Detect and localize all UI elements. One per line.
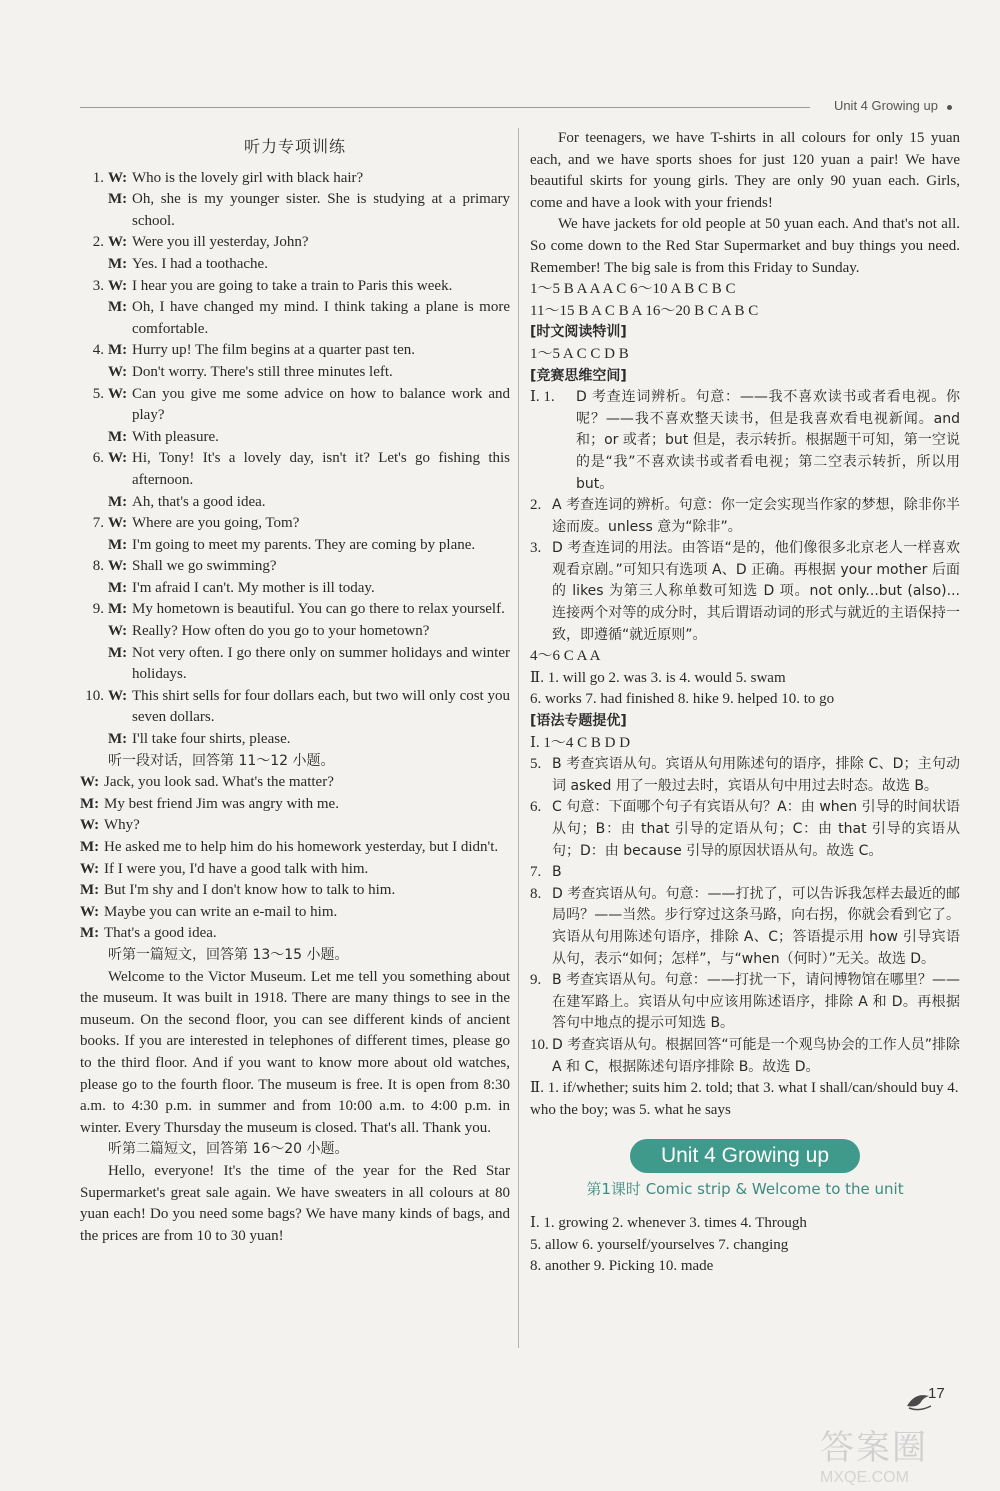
dialogue-text: Ah, that's a good idea. [132, 493, 266, 510]
dialogue-line [80, 232, 510, 254]
speaker-label: W: [108, 687, 128, 704]
item-number: 8. [92, 558, 104, 575]
speaker-label: W: [108, 169, 128, 186]
section-heading: [时文阅读特训] [530, 324, 627, 341]
explanation-text: B 考查宾语从句。宾语从句用陈述句的语序，排除 C、D；主句动词 asked 用了一般过去时，宾语从句中用过去时态。故选 B。 [552, 756, 960, 794]
answer-explanation [530, 538, 960, 646]
speaker-label: M: [108, 342, 128, 359]
answer-line: Ⅰ. 1～4 C B D D [530, 734, 631, 751]
speaker-label: M: [108, 601, 128, 618]
speaker-label: W: [80, 817, 100, 834]
passage: We have jackets for old people at 50 yuan each. And that's not all. So come down to the Red Star Supermarket and buy things you need. Remember! The big sale is from this Friday to Sunday. [530, 216, 960, 276]
dialogue-text: Don't worry. There's still three minutes left. [132, 363, 393, 380]
dialogue-line [80, 772, 510, 794]
instruction: 听一段对话，回答第 11～12 小题。 [108, 752, 335, 769]
dialogue-line [80, 297, 510, 340]
dialogue-text: Maybe you can write an e-mail to him. [104, 903, 338, 920]
answer-explanation [530, 1035, 960, 1078]
dialogue-line [80, 427, 510, 449]
dialogue-line [80, 880, 510, 902]
item-number: 8. [530, 885, 542, 902]
dialogue-line [80, 578, 510, 600]
speaker-label: M: [80, 795, 100, 812]
explanation-text: D 考查宾语从句。句意：——打扰了，可以告诉我怎样去最近的邮局吗？——当然。步行穿过这条马路，向右拐，你就会看到它了。宾语从句用陈述句语序，排除 A、C；答语提示用 how 引导宾语从句，表示“如何；怎样”，与“when（何时）”无关。故选 D。 [552, 885, 960, 967]
dialogue-line [80, 686, 510, 729]
item-number: 4. [92, 342, 104, 359]
header-bullet-icon [947, 105, 952, 110]
explanation-text: A 考查连词的辨析。句意：你一定会实现当作家的梦想，除非你半途而废。unless 意为“除非”。 [552, 497, 960, 535]
watermark [820, 1420, 928, 1487]
speaker-label: W: [108, 558, 128, 575]
item-number: 5. [530, 756, 542, 773]
dialogue-line [80, 729, 510, 751]
dialogue-line [80, 276, 510, 298]
header-unit-title: Unit 4 Growing up [833, 98, 938, 113]
speaker-label: W: [108, 515, 128, 532]
dialogue-text: Really? How often do you go to your hometown? [132, 623, 430, 640]
item-number: 7. [92, 515, 104, 532]
speaker-label: M: [108, 536, 128, 553]
item-number: 6. [530, 799, 542, 816]
speaker-label: W: [80, 860, 100, 877]
item-number: 1. [92, 169, 104, 186]
header-rule [80, 107, 810, 108]
dialogue-text: Oh, I have changed my mind. I think taking a plane is more comfortable. [132, 299, 510, 337]
watermark-logo: 答案圈 [820, 1428, 928, 1468]
dialogue-text: Where are you going, Tom? [132, 515, 300, 532]
speaker-label: M: [108, 731, 128, 748]
dialogue-text: Not very often. I go there only on summer holidays and winter holidays. [132, 644, 510, 683]
item-number: 10. [85, 687, 104, 704]
answer-explanation [530, 862, 960, 884]
item-number: 3. [530, 540, 542, 557]
answer-explanation [530, 754, 960, 797]
dialogue-line [80, 513, 510, 535]
explanation-text: D 考查宾语从句。根据回答“可能是一个观鸟协会的工作人员”排除 A 和 C，根据陈述句语序排除 B。故选 D。 [552, 1036, 960, 1075]
dialogue-text: Why? [104, 817, 140, 834]
answer-line: 11～15 B A C B A 16～20 B C A B C [530, 302, 759, 319]
dialogue-line [80, 168, 510, 190]
dialogue-text: Hi, Tony! It's a lovely day, isn't it? Let's go fishing this afternoon. [132, 450, 510, 488]
dialogue-line [80, 556, 510, 578]
speaker-label: M: [80, 925, 100, 942]
explanation-text: B [552, 864, 562, 881]
item-number: 3. [92, 277, 104, 294]
dialogue-text: That's a good idea. [104, 925, 217, 942]
explanation-text: B 考查宾语从句。句意：——打扰一下，请问博物馆在哪里？——在建军路上。宾语从句中应该用陈述语序，排除 A 和 D。再根据答句中地点的提示可知选 B。 [552, 972, 960, 1032]
left-column [80, 128, 510, 1247]
dialogue-line [80, 254, 510, 276]
instruction: 听第一篇短文，回答第 13～15 小题。 [108, 946, 349, 963]
dialogue-line [80, 189, 510, 232]
passage: For teenagers, we have T-shirts in all colours for only 15 yuan each, and we have sports shoes for just 120 yuan a pair! We have beautiful skirts for young girls. They are only 90 yuan each. Girls, come and have a look with your friends! [530, 130, 960, 211]
explanation-list [530, 387, 960, 646]
dialogue-text: With pleasure. [132, 428, 219, 445]
dialogue-line [80, 340, 510, 362]
speaker-label: W: [80, 774, 100, 791]
answer-line: Ⅱ. 1. if/whether; suits him 2. told; that 3. what I shall/can/should buy 4. who the boy; was 5. what he says [530, 1080, 959, 1118]
instruction: 听第二篇短文，回答第 16～20 小题。 [108, 1141, 349, 1158]
answer-line: 4～6 C A A [530, 648, 601, 665]
answer-explanation [530, 884, 960, 970]
item-number: 7. [530, 864, 542, 881]
answer-explanation [530, 495, 960, 538]
dialogue-text: I'm going to meet my parents. They are coming by plane. [132, 536, 476, 553]
dialogue-line [80, 923, 510, 945]
answer-line: Ⅱ. 1. will go 2. was 3. is 4. would 5. swam [530, 669, 786, 686]
speaker-label: W: [108, 450, 128, 467]
explanation-text: C 句意：下面哪个句子有宾语从句？A：由 when 引导的时间状语从句；B：由 that 引导的定语从句；C：由 that 引导的宾语从句；D：由 because 引导的原因状语从句。故选 C。 [552, 799, 960, 859]
section-title: 听力专项训练 [243, 137, 346, 156]
dialogue-line [80, 621, 510, 643]
dialogue-text: He asked me to help him do his homework yesterday, but I didn't. [104, 839, 499, 855]
item-number: 6. [92, 450, 104, 467]
dialogue-text: But I'm shy and I don't know how to talk to him. [104, 882, 396, 899]
explanation-list [530, 754, 960, 1078]
speaker-label: M: [80, 839, 100, 855]
dialogue-text: I'll take four shirts, please. [132, 731, 291, 748]
passage: Hello, everyone! It's the time of the year for the Red Star Supermarket's great sale again. We have sweaters in all colours at 80 yuan each! Do you need some bags? We have many kinds of bags, and the prices are from 10 to 30 yuan! [80, 1162, 510, 1244]
dialogue-line [80, 384, 510, 427]
right-column [530, 128, 960, 1278]
dialogue-line [80, 599, 510, 621]
page-number: 17 [928, 1385, 945, 1402]
unit-banner: Unit 4 Growing up [630, 1139, 860, 1173]
column-divider [518, 128, 519, 1348]
lesson-title: 第1课时 Comic strip & Welcome to the unit [586, 1180, 904, 1199]
speaker-label: M: [108, 644, 128, 661]
speaker-label: M: [108, 191, 128, 208]
speaker-label: M: [108, 428, 128, 445]
dialogue-line [80, 643, 510, 686]
speaker-label: W: [108, 234, 128, 251]
passage: Welcome to the Victor Museum. Let me tell you something about the museum. It was built in 1918. There are many things to see in the museum. On the second floor, you can see different kinds of ancient books. If you are interested in telephones of different times, please go to the third floor. And if you want to know more about old watches, please go to the fourth floor. The museum is free. It is open from 8:30 a.m. to 4:30 p.m. in summer and from 10:00 a.m. to 4:00 p.m. in winter. Every Thursday the museum is closed. That's all. Thank you. [80, 968, 510, 1136]
speaker-label: M: [108, 579, 128, 596]
watermark-url: MXQE.COM [820, 1469, 909, 1486]
dialogue-line [80, 794, 510, 816]
item-number: Ⅰ. 1. [530, 389, 555, 406]
item-number: 10. [530, 1036, 549, 1053]
dialogue-text: I hear you are going to take a train to Paris this week. [132, 277, 453, 294]
dialogue-text: I'm afraid I can't. My mother is ill today. [132, 579, 375, 596]
answer-line: 5. allow 6. yourself/yourselves 7. changing [530, 1236, 789, 1253]
dialogue-text: Oh, she is my younger sister. She is studying at a primary school. [132, 191, 510, 229]
speaker-label: W: [108, 277, 128, 294]
speaker-label: M: [108, 493, 128, 510]
section-heading: [竞赛思维空间] [530, 367, 627, 384]
answer-line: 1～5 A C C D B [530, 345, 629, 362]
dialogue-text: If I were you, I'd have a good talk with him. [104, 860, 369, 877]
speaker-label: W: [108, 385, 128, 402]
dialogue-text: My best friend Jim was angry with me. [104, 795, 339, 812]
dialogue-line [80, 535, 510, 557]
answer-line: 1～5 B A A A C 6～10 A B C B C [530, 281, 736, 298]
dialogue-text: My hometown is beautiful. You can go there to relax yourself. [132, 601, 505, 618]
dialogue-list [80, 168, 510, 751]
dialogue-text: Were you ill yesterday, John? [132, 234, 309, 251]
item-number: 2. [530, 497, 542, 514]
speaker-label: W: [108, 363, 128, 380]
item-number: 9. [92, 601, 104, 618]
dialogue-line [80, 902, 510, 924]
dialogue-text: Jack, you look sad. What's the matter? [104, 774, 334, 791]
answer-line: 8. another 9. Picking 10. made [530, 1258, 714, 1275]
section-heading: [语法专题提优] [530, 713, 627, 730]
answer-explanation [530, 970, 960, 1035]
conversation [80, 772, 510, 945]
answer-explanation [530, 387, 960, 495]
dialogue-text: Yes. I had a toothache. [132, 255, 268, 272]
item-number: 5. [92, 385, 104, 402]
speaker-label: W: [80, 903, 100, 920]
answer-line: 6. works 7. had finished 8. hike 9. helped 10. to go [530, 691, 835, 708]
dialogue-line [80, 492, 510, 514]
item-number: 2. [92, 234, 104, 251]
dialogue-line [80, 448, 510, 491]
speaker-label: M: [80, 882, 100, 899]
dialogue-text: Can you give me some advice on how to balance work and play? [132, 385, 510, 424]
dialogue-text: Who is the lovely girl with black hair? [132, 169, 364, 186]
dialogue-text: Hurry up! The film begins at a quarter past ten. [132, 342, 415, 359]
answer-line: Ⅰ. 1. growing 2. whenever 3. times 4. Through [530, 1214, 807, 1231]
page-header [80, 96, 960, 116]
dialogue-text: Shall we go swimming? [132, 558, 277, 575]
dialogue-line [80, 362, 510, 384]
dialogue-line [80, 815, 510, 837]
dialogue-line [80, 859, 510, 881]
speaker-label: M: [108, 299, 128, 316]
speaker-label: W: [108, 623, 128, 640]
answer-explanation [530, 797, 960, 862]
dialogue-line [80, 837, 510, 859]
speaker-label: M: [108, 255, 128, 272]
explanation-text: D 考查连词辨析。句意：——我不喜欢读书或者看电视。你呢？——我不喜欢整天读书，但是我喜欢看电视新闻。and 和；or 或者；but 但是，表示转折。根据题干可知，第一空说的是“我”不喜欢读书或者看电视；第二空表示转折，所以用 but。 [576, 389, 960, 492]
item-number: 9. [530, 972, 542, 989]
explanation-text: D 考查连词的用法。由答语“是的，他们像很多北京老人一样喜欢观看京剧。”可知只有选项 A、D 正确。再根据 your mother 后面的 likes 为第三人称单数可知选 D 项。not only...but (also)... 连接两个对等的成分时，其后谓语动词的形式与就近的主语保持一致，即遵循“就近原则”。 [552, 540, 960, 643]
dialogue-text: This shirt sells for four dollars each, but two will only cost you seven dollars. [132, 687, 510, 726]
